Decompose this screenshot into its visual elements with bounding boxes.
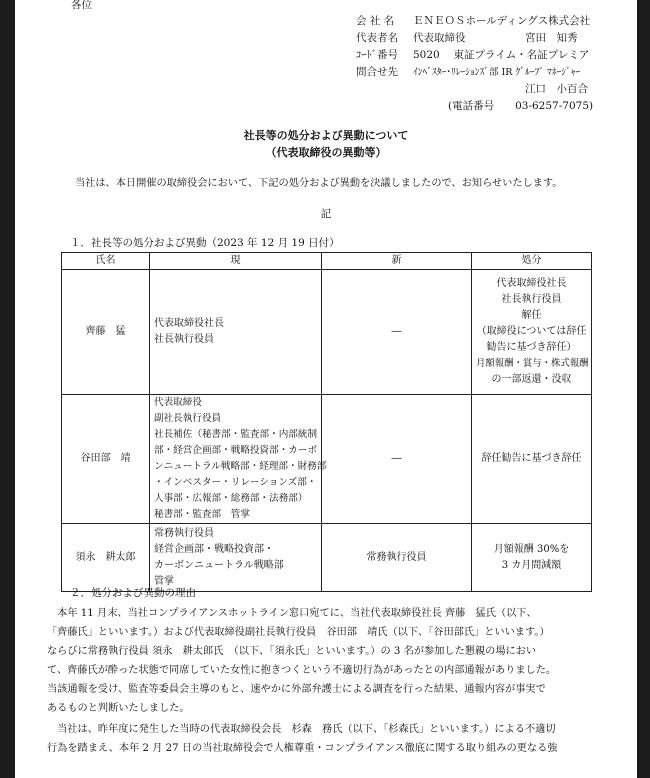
action-line: 解任	[521, 310, 542, 321]
paragraph-line: ならびに常務執行役員 須永 耕太郎氏 （以下、「須永氏」といいます。）の 3 名が参加した懇親の場におい	[47, 646, 537, 657]
table-row	[62, 270, 592, 395]
securities-code: 5020 東証プライム・名証プレミア	[413, 49, 590, 61]
person-name: 谷田部 靖	[62, 395, 150, 524]
action-line: 勧告に基づき辞任）	[486, 342, 577, 353]
new-position: 常務執行役員	[322, 524, 472, 592]
phone-number: (電話番号 03-6257-7075)	[448, 100, 594, 112]
action-line: 代表取締役社長	[496, 278, 567, 289]
table-header-row	[62, 253, 592, 270]
representative-title: 代表取締役	[413, 32, 466, 44]
new-position: ―	[322, 270, 472, 395]
position-line: 秘書部・監査部 管掌	[154, 509, 250, 520]
addressee: 各位	[71, 0, 92, 11]
paragraph-line: 「齊藤氏」といいます。）および代表取締役副社長執行役員 谷田部 靖氏（以下、「谷田部氏」といいます。）	[47, 627, 550, 638]
table-row	[62, 395, 592, 524]
person-name: 齊藤 猛	[62, 270, 150, 395]
table-row	[62, 524, 592, 592]
representative-label: 代表者名	[356, 32, 398, 44]
paragraph-line: て、齊藤氏が酔った状態で同席していた女性に抱きつくという不適切行為があったとの内部通報がありました。	[47, 665, 557, 676]
header-new: 新	[322, 253, 472, 270]
header-current: 現	[150, 253, 322, 270]
position-line: 代表取締役	[154, 397, 202, 408]
position-line: ンニュートラル戦略部・経理部・財務部	[154, 461, 327, 472]
action-line: の一部返還・没収	[491, 374, 572, 385]
position-line: 代表取締役社長	[154, 318, 224, 329]
representative-name: 宮田 知秀	[525, 32, 578, 44]
position-line: 社長執行役員	[154, 334, 214, 345]
reason-paragraph-1	[47, 604, 607, 718]
intro-text: 当社は、本日開催の取締役会において、下記の処分および異動を決議しましたので、お知らせいたします。	[75, 178, 563, 189]
press-release-page	[15, 0, 637, 778]
section-1-heading: １．社長等の処分および異動（2023 年 12 月 19 日付）	[70, 237, 340, 249]
position-line: 副社長執行役員	[154, 413, 222, 424]
position-line: ・インベスター・リレーションズ部・	[154, 477, 317, 488]
action-line: 社長執行役員	[501, 294, 562, 305]
action-line: 月額報酬・賞与・株式報酬	[476, 358, 589, 369]
current-position	[150, 524, 322, 592]
action-line: 3 カ月間減額	[501, 559, 562, 571]
disciplinary-action	[472, 270, 592, 395]
ki-mark: 記	[320, 208, 332, 220]
code-label: ｺｰﾄﾞ番号	[356, 49, 398, 61]
paragraph-line: 本年 11 月末、当社コンプライアンスホットライン窓口宛てに、当社代表取締役社長 齊藤 猛氏（以下、	[47, 608, 537, 619]
disciplinary-action	[472, 395, 592, 524]
action-line: （取締役については辞任	[476, 326, 587, 337]
contact-name: 江口 小百合	[525, 83, 588, 95]
action-line: 月額報酬 30%を	[493, 543, 570, 555]
contact-department: ｲﾝﾍﾞｽﾀｰ･ﾘﾚｰｼｮﾝｽﾞ部 IR ｸﾞﾙｰﾌﾟ ﾏﾈｰｼﾞｬｰ	[413, 67, 581, 78]
position-line: 常務執行役員	[154, 527, 214, 539]
position-line: 社長補佐（秘書部・監査部・内部統制	[154, 429, 318, 440]
paragraph-line: 当社は、昨年度に発生した当時の代表取締役会長 杉森 務氏（以下、「杉森氏」といいます。）による不適切	[47, 724, 556, 735]
position-line: 経営企画部・戦略投資部・	[154, 543, 274, 555]
reason-paragraph-2	[47, 720, 607, 758]
page-subtitle: （代表取締役の異動等）	[265, 146, 387, 159]
position-line: 人事部・広報部・総務部・法務部）	[154, 493, 308, 504]
company-name: ＥＮＥＯＳホールディングス株式会社	[413, 15, 591, 27]
action-line: 辞任勧告に基づき辞任	[481, 453, 582, 464]
header-action: 処分	[472, 253, 592, 270]
header-name: 氏名	[62, 253, 150, 270]
company-name-label: 会 社 名	[356, 15, 395, 27]
position-line: カーボンニュートラル戦略部	[154, 559, 284, 571]
paragraph-line: あるものと判断いたしました。	[47, 703, 190, 714]
paragraph-line: 当該通報を受け、監査等委員会主導のもと、速やかに外部弁護士による調査を行った結果、通報内容が事実で	[47, 684, 546, 695]
new-position: ―	[322, 395, 472, 524]
current-position	[150, 395, 327, 524]
contact-label: 問合せ先	[356, 66, 398, 78]
section-2-heading: ２．処分および異動の理由	[70, 587, 196, 599]
paragraph-line: 行為を踏まえ、本年 2 月 27 日の当社取締役会で人権尊重・コンプライアンス徹底に関する取り組みの更なる強	[47, 743, 558, 754]
personnel-table	[61, 252, 592, 592]
position-line: 管掌	[154, 575, 174, 587]
position-line: 部・経営企画部・戦略投資部・カーボ	[154, 445, 318, 456]
person-name: 須永 耕太郎	[62, 524, 150, 592]
disciplinary-action	[472, 524, 592, 592]
current-position	[150, 270, 322, 395]
page-title: 社長等の処分および異動について	[243, 129, 409, 142]
